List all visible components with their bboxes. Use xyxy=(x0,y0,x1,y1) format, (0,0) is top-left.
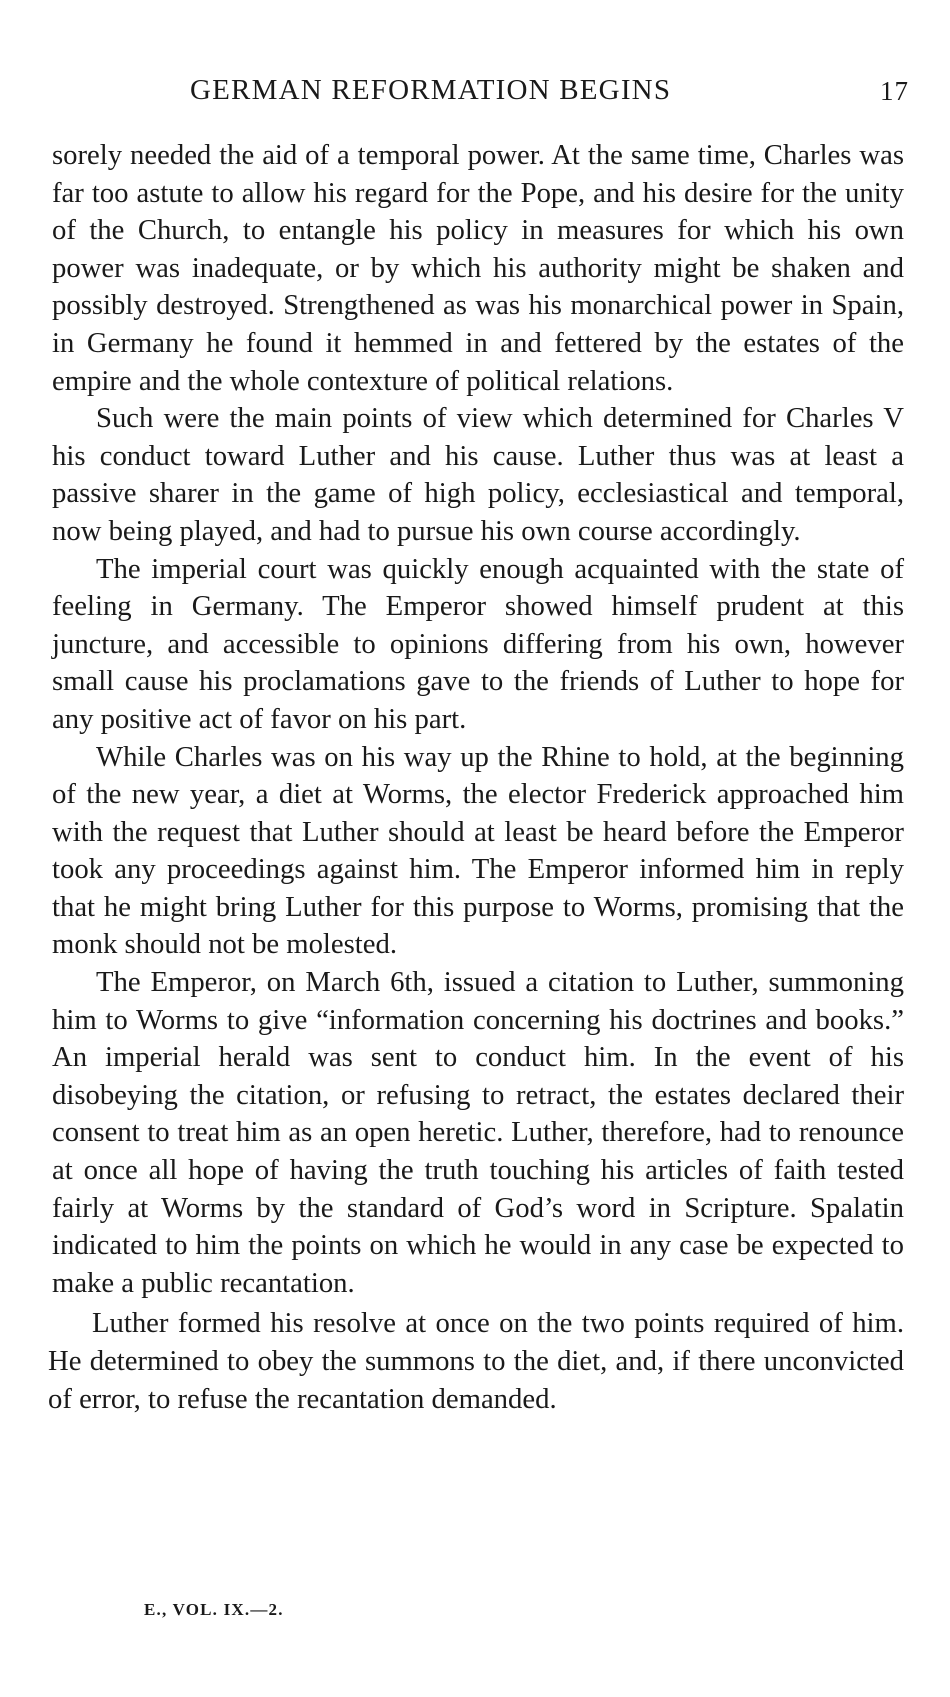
body-text xyxy=(48,137,904,1418)
printer-signature: E., VOL. IX.—2. xyxy=(144,1600,284,1619)
paragraph-3: The imperial court was quickly enough acquainted with the state of feeling in Germany. The Emperor showed himself prudent at this juncture, and accessible to opinions differing from his own, however small cause his proclamations gave to the friends of Luther to hope for any positive act of favor on his part. xyxy=(52,552,904,735)
paragraph-4: While Charles was on his way up the Rhine to hold, at the beginning of the new year, a diet at Worms, the elector Frederick approached him with the request that Luther should at least be heard before the Emperor took any proceedings against him. The Emperor informed him in reply that he might bring Luther for this purpose to Worms, promising that the monk should not be molested. xyxy=(52,740,904,961)
paragraph-6: Luther formed his resolve at once on the two points required of him. He determined to obey the summons to the diet, and, if there unconvicted of error, to refuse the recantation demanded. xyxy=(48,1307,904,1415)
running-head xyxy=(0,74,950,114)
page-number: 17 xyxy=(880,76,909,106)
paragraph-5: The Emperor, on March 6th, issued a citation to Luther, summoning him to Worms to give “information concerning his doctrines and books.” An imperial herald was sent to conduct him. In the event of his disobeying the citation, or refusing to retract, the estates declared their consent to treat him as an open heretic. Luther, therefore, had to renounce at once all hope of having the truth touching his articles of faith tested fairly at Worms by the standard of God’s word in Scripture. Spalatin indicated to him the points on which he would in any case be expected to make a public recantation. xyxy=(52,966,904,1299)
paragraph-2: Such were the main points of view which determined for Charles V his conduct toward Luther and his cause. Luther thus was at least a passive sharer in the game of high policy, ecclesiastical and temporal, now being played, and had to pursue his own course accordingly. xyxy=(52,402,904,547)
paragraph-1: sorely needed the aid of a temporal power. At the same time, Charles was far too astute to allow his regard for the Pope, and his desire for the unity of the Church, to entangle his policy in measures for which his own power was inadequate, or by which his authority might be shaken and possibly destroyed. Strengthened as was his monarchical power in Spain, in Germany he found it hemmed in and fettered by the estates of the empire and the whole contexture of political relations. xyxy=(52,139,904,397)
running-title: GERMAN REFORMATION BEGINS xyxy=(190,74,672,106)
